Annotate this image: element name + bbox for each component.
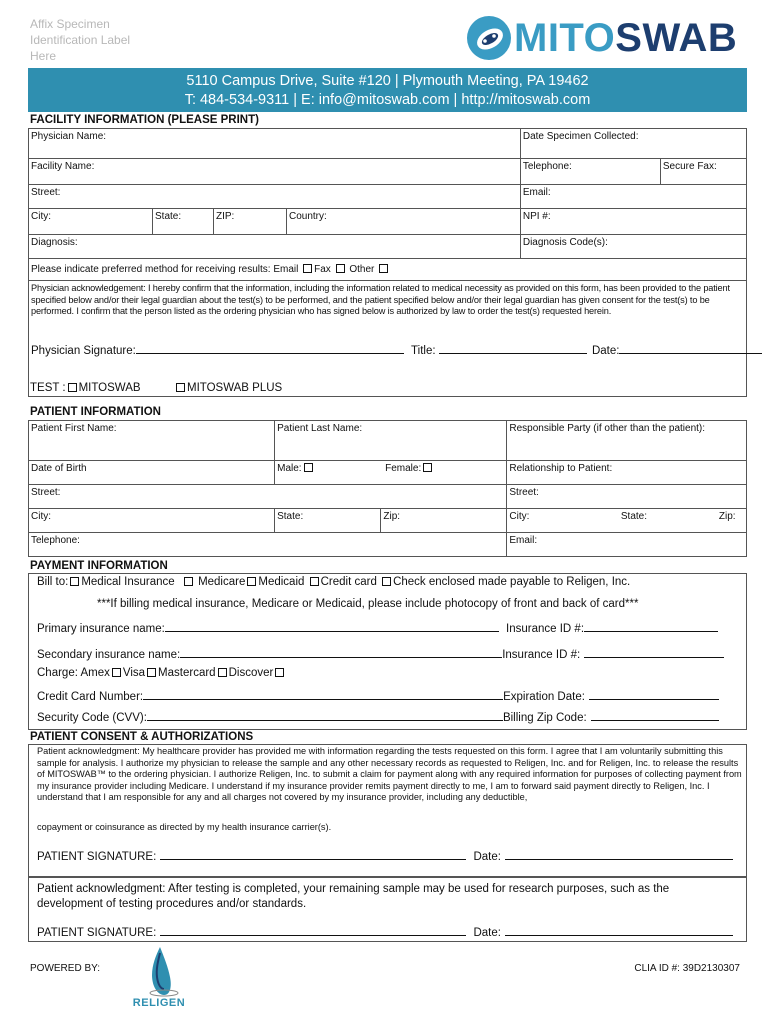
patient-street-field[interactable]: Street: [29, 485, 507, 509]
patient-email-field[interactable]: Email: [507, 533, 747, 557]
email-checkbox[interactable] [303, 264, 312, 273]
telephone-field[interactable]: Telephone: [520, 159, 660, 185]
zip-field[interactable]: ZIP: [214, 209, 287, 235]
physician-acknowledgement: Physician acknowledgement: I hereby confirm that the information, including the information related to medical necessity as provided on this form, has been provided to the patient specified below and/or their legal guardian about the test(s) to be performed, and the patient specified below and/or their legal guardian has given consent for the test(s) to be performed. I confirm that the person listed as the ordering physician who has signed below is authorized by law to order the test(s) requested herein. [31, 283, 730, 317]
consent-title: PATIENT CONSENT & AUTHORIZATIONS [30, 731, 254, 743]
charge-row: Charge: Amex Visa Mastercard Discover [37, 667, 286, 679]
email-field[interactable]: Email: [520, 185, 746, 209]
patient-signature-row-1: PATIENT SIGNATURE: Date: [37, 848, 733, 863]
patient-signature-line-1[interactable] [160, 848, 466, 860]
primary-insurance-row: Primary insurance name: Insurance ID #: [37, 620, 718, 635]
mitoswab-checkbox[interactable] [68, 383, 77, 392]
medicare-checkbox[interactable] [184, 577, 193, 586]
cvv-row: Security Code (CVV): Billing Zip Code: [37, 709, 719, 724]
patient-date-line-2[interactable] [505, 924, 733, 936]
date-collected-field[interactable]: Date Specimen Collected: [520, 129, 746, 159]
secondary-insurance-row: Secondary insurance name: Insurance ID #: [37, 646, 724, 661]
contact-line: T: 484-534-9311 | E: info@mitoswab.com | http://mitoswab.com [184, 92, 591, 108]
patient-title: PATIENT INFORMATION [30, 406, 161, 418]
payment-title: PAYMENT INFORMATION [30, 560, 168, 572]
physician-ack-box [28, 280, 747, 397]
patient-date-line-1[interactable] [505, 848, 733, 860]
patient-last-name-field[interactable]: Patient Last Name: [275, 421, 507, 461]
other-checkbox[interactable] [379, 264, 388, 273]
responsible-street-field[interactable]: Street: [507, 485, 747, 509]
clia-id: CLIA ID #: 39D2130307 [634, 963, 740, 974]
primary-insurance-id-line[interactable] [584, 620, 718, 632]
state-field[interactable]: State: [153, 209, 214, 235]
card-number-row: Credit Card Number: Expiration Date: [37, 688, 719, 703]
country-field[interactable]: Country: [287, 209, 521, 235]
patient-acknowledgment-2: Patient acknowledgment: After testing is completed, your remaining sample may be used for research purposes, such as the development of testing procedures and/or standards. [37, 883, 670, 910]
patient-signature-line-2[interactable] [160, 924, 466, 936]
consent-box-1 [28, 744, 747, 877]
secondary-insurance-id-line[interactable] [584, 646, 724, 658]
dob-field[interactable]: Date of Birth [29, 461, 275, 485]
diagnosis-codes-field[interactable]: Diagnosis Code(s): [520, 235, 746, 259]
physician-name-field[interactable]: Physician Name: [29, 129, 521, 159]
city-field[interactable]: City: [29, 209, 153, 235]
preferred-method-row: Please indicate preferred method for receiving results: Email Fax Other [29, 259, 747, 281]
consent-box-2 [28, 877, 747, 942]
payment-box [28, 573, 747, 730]
mitoswab-plus-checkbox[interactable] [176, 383, 185, 392]
contact-banner [28, 68, 747, 112]
secondary-insurance-line[interactable] [180, 646, 502, 658]
cvv-line[interactable] [147, 709, 503, 721]
relationship-field[interactable]: Relationship to Patient: [507, 461, 747, 485]
diagnosis-field[interactable]: Diagnosis: [29, 235, 521, 259]
patient-telephone-field[interactable]: Telephone: [29, 533, 507, 557]
patient-table [28, 420, 747, 557]
male-checkbox[interactable] [304, 463, 313, 472]
patient-acknowledgment-1b: copayment or coinsurance as directed by my health insurance carrier(s). [37, 822, 332, 832]
amex-checkbox[interactable] [112, 668, 121, 677]
religen-logo [130, 945, 188, 1015]
street-field[interactable]: Street: [29, 185, 521, 209]
patient-city-field[interactable]: City: [29, 509, 275, 533]
mastercard-checkbox[interactable] [218, 668, 227, 677]
bill-to-row: Bill to: Medical Insurance Medicare Medicaid Credit card Check enclosed made payable to Religen, Inc. [37, 576, 631, 588]
secure-fax-field[interactable]: Secure Fax: [660, 159, 746, 185]
expiration-line[interactable] [589, 688, 719, 700]
physician-signature-line[interactable] [136, 342, 404, 354]
visa-checkbox[interactable] [147, 668, 156, 677]
credit-card-checkbox[interactable] [310, 577, 319, 586]
facility-name-field[interactable]: Facility Name: [29, 159, 521, 185]
religen-wordmark: RELIGEN [132, 997, 186, 1009]
responsible-state-field[interactable]: State: [619, 509, 717, 533]
test-row: TEST : MITOSWAB [30, 382, 141, 394]
fax-checkbox[interactable] [336, 264, 345, 273]
religen-swab-icon [130, 945, 188, 1001]
patient-signature-row-2: PATIENT SIGNATURE: Date: [37, 924, 733, 939]
patient-state-field[interactable]: State: [275, 509, 381, 533]
sex-field: Male: Female: [275, 461, 507, 485]
address-line: 5110 Campus Drive, Suite #120 | Plymouth Meeting, PA 19462 [186, 73, 589, 89]
patient-acknowledgment-1: Patient acknowledgment: My healthcare provider has provided me with information regarding the tests requested on this form. I agree that I am voluntarily submitting this sample for analysis. I authorize my physician to release the sample and any other necessary records as requested to Religen, Inc. and for Religen, Inc. to release the results of MITOSWAB™ to the ordering physician. I authorize Religen, Inc. to submit a claim for payment along with any required information for purposes of collecting payment from my insurance provider including Medicare. I understand if my insurance provider remits payment directly to me, I am to forward said payment directly to Religen, Inc. I understand that I am responsible for any and all charges not covered by my insurance provider, including any deductible, [37, 746, 742, 803]
mito-logo-icon [466, 15, 512, 61]
responsible-city-field[interactable]: City: [507, 509, 619, 533]
physician-signature-row: Physician Signature: Title: Date: [31, 342, 745, 357]
facility-table [28, 128, 747, 281]
affix-label: Affix Specimen Identification Label Here [30, 17, 131, 63]
mitoswab-logo: MITOSWAB [466, 14, 746, 62]
medicaid-checkbox[interactable] [247, 577, 256, 586]
female-checkbox[interactable] [423, 463, 432, 472]
powered-by: POWERED BY: [30, 963, 101, 974]
patient-first-name-field[interactable]: Patient First Name: [29, 421, 275, 461]
card-number-line[interactable] [143, 688, 503, 700]
test-row-plus: MITOSWAB PLUS [174, 382, 282, 394]
responsible-zip-field[interactable]: Zip: [717, 509, 747, 533]
discover-checkbox[interactable] [275, 668, 284, 677]
medical-insurance-checkbox[interactable] [70, 577, 79, 586]
patient-zip-field[interactable]: Zip: [381, 509, 507, 533]
physician-date-line[interactable] [619, 342, 762, 354]
responsible-party-field[interactable]: Responsible Party (if other than the patient): [507, 421, 747, 461]
physician-title-line[interactable] [439, 342, 587, 354]
insurance-note: ***If billing medical insurance, Medicare or Medicaid, please include photocopy of front and back of card*** [97, 598, 639, 610]
facility-title: FACILITY INFORMATION (PLEASE PRINT) [30, 114, 259, 126]
npi-field[interactable]: NPI #: [520, 209, 746, 235]
primary-insurance-line[interactable] [165, 620, 499, 632]
check-checkbox[interactable] [382, 577, 391, 586]
billing-zip-line[interactable] [591, 709, 719, 721]
